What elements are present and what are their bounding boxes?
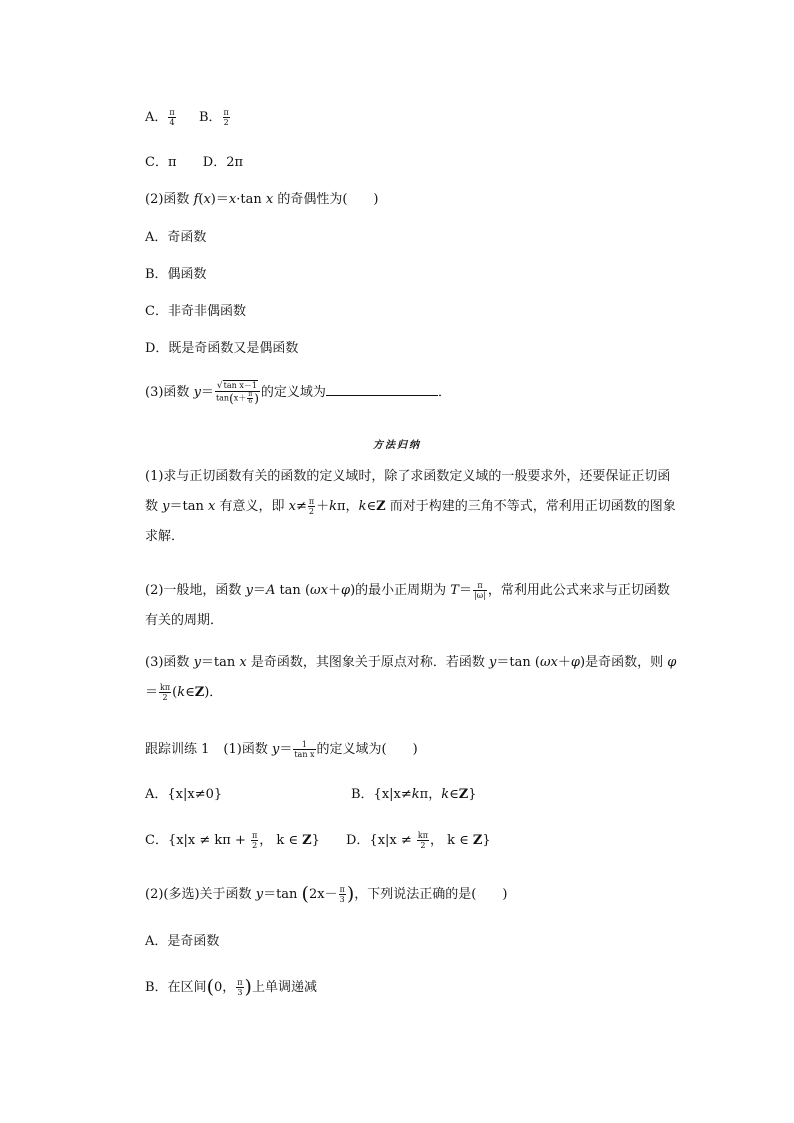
method-paragraph-3: (3)函数 y＝tan x 是奇函数，其图象关于原点对称．若函数 y＝tan (ωx＋φ)是奇函数，则 φ＝ $\frac{k\pi}{2}$ (k∈Z)． bbox=[145, 655, 677, 702]
q1-choice-row-cd bbox=[145, 153, 243, 173]
section-title: 方法归纳 bbox=[373, 440, 421, 451]
choice-b-label: B． bbox=[198, 110, 222, 125]
q2-option-c: C．非奇非偶函数 bbox=[145, 304, 246, 319]
training-q1-option-b: B．{x|x≠kπ，k∈Z} bbox=[351, 787, 477, 802]
training-q1-stem: 跟踪训练 1 (1)函数 y＝ $\frac{1}{\text{tan x}}$ 的定义域为( ) bbox=[145, 740, 418, 759]
q3-stem: (3)函数 y＝ √tan x－1 tan(x＋ $\frac{\pi}{6}$ ) 的定义域为 ． bbox=[145, 381, 451, 406]
training-q1-option-d: D．{x|x ≠ $\frac{k\pi}{2}$ ， k ∈ Z} bbox=[346, 831, 491, 850]
q2-option-d: D．既是奇函数又是偶函数 bbox=[145, 341, 299, 356]
training-q1-option-c: C．{x|x ≠ kπ + $\frac{\pi}{2}$ ， k ∈ Z} bbox=[145, 831, 320, 850]
choice-a-label: A． bbox=[145, 110, 168, 125]
method-paragraph-1: (1)求与正切函数有关的函数的定义域时，除了求函数定义域的一般要求外，还要保证正切函数 y＝tan x 有意义，即 x≠ $\frac{\pi}{2}$ ＋kπ，k∈Z 而对于构建的三角不等式，常利用正切函数的图象求解． bbox=[145, 469, 676, 544]
answer-blank[interactable] bbox=[326, 383, 438, 396]
q2-stem: (2)函数 f(x)＝x·tan x 的奇偶性为( ) bbox=[145, 192, 379, 207]
choice-d: D．2π bbox=[202, 155, 244, 170]
q2-option-a: A．奇函数 bbox=[145, 230, 207, 245]
method-paragraph-2: (2)一般地，函数 y＝A tan (ωx＋φ)的最小正周期为 T＝ $\frac{\pi}{|\omega|}$ ，常利用此公式来求与正切函数有关的周期． bbox=[145, 581, 670, 628]
training-q2-option-b: B．在区间(0， $\frac{\pi}{3}$ )上单调递减 bbox=[145, 976, 317, 998]
training-q2-option-a: A．是奇函数 bbox=[145, 934, 220, 949]
training-label: 跟踪训练 1 bbox=[145, 742, 210, 757]
q2-option-b: B．偶函数 bbox=[145, 267, 207, 282]
choice-a-fraction: $\frac{\pi}{4}$ bbox=[169, 108, 175, 127]
training-q2-stem: (2)(多选)关于函数 y＝tan (2x－ $\frac{\pi}{3}$ )，下列说法正确的是( ) bbox=[145, 883, 508, 905]
choice-c: C．π bbox=[145, 155, 177, 170]
training-q1-option-a: A．{x|x≠0} bbox=[145, 787, 223, 802]
choice-b-fraction: $\frac{\pi}{2}$ bbox=[223, 108, 229, 127]
q3-fraction: √tan x－1 tan(x＋ $\frac{\pi}{6}$ ) bbox=[215, 381, 259, 406]
q1-choice-row-ab bbox=[145, 108, 231, 128]
